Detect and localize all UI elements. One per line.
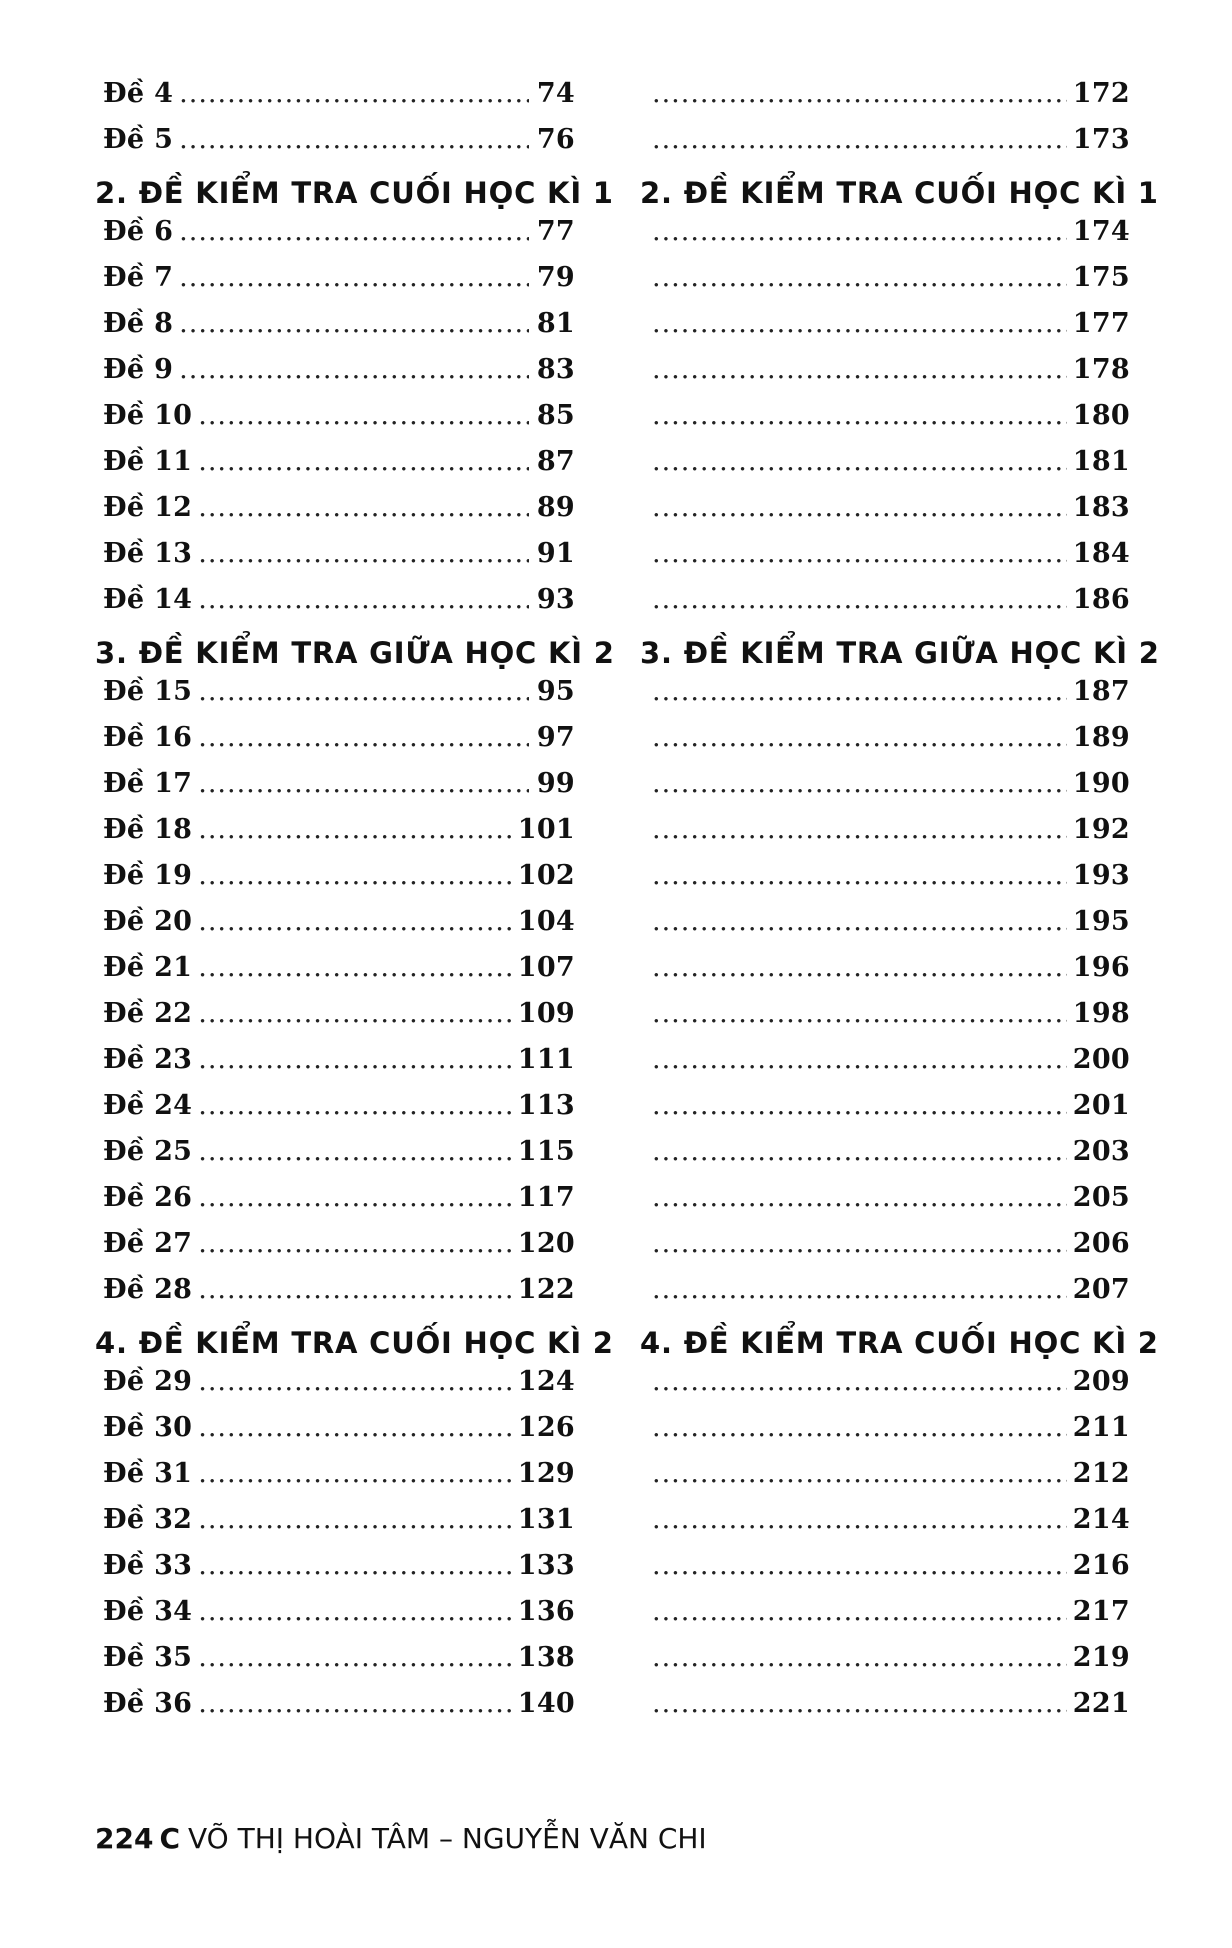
dot-leader — [652, 400, 1067, 431]
entry-page-number: 102 — [517, 860, 575, 891]
toc-entry — [640, 1182, 1130, 1228]
toc-entry — [95, 1550, 575, 1596]
entry-page-number: 190 — [1072, 768, 1130, 799]
entry-page-number: 97 — [536, 722, 575, 753]
toc-entry — [95, 768, 575, 814]
toc-right-column — [640, 78, 1160, 1734]
entry-page-number: 107 — [517, 952, 575, 983]
toc-entry — [95, 492, 575, 538]
entry-page-number: 219 — [1072, 1642, 1130, 1673]
dot-leader — [652, 538, 1067, 569]
toc-entry — [95, 676, 575, 722]
entry-page-number: 186 — [1072, 584, 1130, 615]
toc-entry — [95, 1366, 575, 1412]
toc-entry — [95, 906, 575, 952]
entry-page-number: 173 — [1072, 124, 1130, 155]
entry-label: Đề 24 — [103, 1090, 193, 1121]
toc-entry — [95, 1688, 575, 1734]
toc-entry — [95, 1090, 575, 1136]
entry-label: Đề 12 — [103, 492, 193, 523]
section-heading: 3. ĐỀ KIỂM TRA GIỮA HỌC KÌ 2 — [640, 636, 1160, 670]
toc-entry — [95, 1182, 575, 1228]
dot-leader — [198, 768, 529, 799]
entry-page-number: 76 — [536, 124, 575, 155]
toc-entry — [640, 676, 1130, 722]
dot-leader — [179, 354, 529, 385]
entry-label: Đề 25 — [103, 1136, 193, 1167]
entry-page-number: 211 — [1072, 1412, 1130, 1443]
toc-entry — [640, 446, 1130, 492]
toc-entry — [640, 1136, 1130, 1182]
dot-leader — [198, 1596, 511, 1627]
toc-entry — [95, 584, 575, 630]
dot-leader — [179, 78, 529, 109]
dot-leader — [198, 1458, 511, 1489]
entry-page-number: 79 — [536, 262, 575, 293]
entry-label: Đề 20 — [103, 906, 193, 937]
entry-page-number: 200 — [1072, 1044, 1130, 1075]
toc-entry — [95, 1596, 575, 1642]
entry-page-number: 74 — [536, 78, 575, 109]
entry-label: Đề 19 — [103, 860, 193, 891]
entry-page-number: 198 — [1072, 998, 1130, 1029]
dot-leader — [198, 446, 529, 477]
toc-entry — [95, 1274, 575, 1320]
toc-entry — [640, 400, 1130, 446]
entry-page-number: 172 — [1072, 78, 1130, 109]
dot-leader — [652, 262, 1067, 293]
entry-page-number: 81 — [536, 308, 575, 339]
entry-label: Đề 18 — [103, 814, 193, 845]
dot-leader — [652, 1596, 1067, 1627]
entry-label: Đề 36 — [103, 1688, 193, 1719]
toc-entry — [640, 1090, 1130, 1136]
dot-leader — [198, 1688, 511, 1719]
toc-entry — [640, 1642, 1130, 1688]
section-heading: 4. ĐỀ KIỂM TRA CUỐI HỌC KÌ 2 — [640, 1326, 1159, 1360]
entry-page-number: 129 — [517, 1458, 575, 1489]
entry-label: Đề 28 — [103, 1274, 193, 1305]
entry-page-number: 83 — [536, 354, 575, 385]
toc-entry — [95, 1412, 575, 1458]
entry-page-number: 192 — [1072, 814, 1130, 845]
entry-label: Đề 11 — [103, 446, 193, 477]
entry-page-number: 85 — [536, 400, 575, 431]
toc-entry — [95, 1228, 575, 1274]
dot-leader — [198, 1044, 511, 1075]
toc-entry — [640, 1366, 1130, 1412]
section-heading: 2. ĐỀ KIỂM TRA CUỐI HỌC KÌ 1 — [95, 176, 614, 210]
entry-label: Đề 6 — [103, 216, 174, 247]
dot-leader — [652, 906, 1067, 937]
toc-entry — [95, 124, 575, 170]
entry-label: Đề 4 — [103, 78, 174, 109]
dot-leader — [652, 78, 1067, 109]
dot-leader — [652, 1044, 1067, 1075]
dot-leader — [198, 814, 511, 845]
dot-leader — [198, 1090, 511, 1121]
dot-leader — [652, 952, 1067, 983]
entry-label: Đề 13 — [103, 538, 193, 569]
entry-page-number: 212 — [1072, 1458, 1130, 1489]
dot-leader — [198, 860, 511, 891]
dot-leader — [652, 308, 1067, 339]
entry-label: Đề 14 — [103, 584, 193, 615]
dot-leader — [652, 1458, 1067, 1489]
page-footer — [95, 1822, 707, 1855]
dot-leader — [652, 1550, 1067, 1581]
entry-page-number: 104 — [517, 906, 575, 937]
toc-entry — [95, 860, 575, 906]
entry-label: Đề 23 — [103, 1044, 193, 1075]
toc-entry — [95, 354, 575, 400]
dot-leader — [198, 1366, 511, 1397]
entry-page-number: 195 — [1072, 906, 1130, 937]
dot-leader — [652, 216, 1067, 247]
entry-page-number: 89 — [536, 492, 575, 523]
entry-page-number: 221 — [1072, 1688, 1130, 1719]
entry-page-number: 93 — [536, 584, 575, 615]
toc-entry — [95, 78, 575, 124]
entry-page-number: 87 — [536, 446, 575, 477]
dot-leader — [198, 722, 529, 753]
entry-page-number: 174 — [1072, 216, 1130, 247]
entry-page-number: 126 — [517, 1412, 575, 1443]
dot-leader — [652, 722, 1067, 753]
toc-entry — [640, 1550, 1130, 1596]
entry-page-number: 207 — [1072, 1274, 1130, 1305]
dot-leader — [652, 584, 1067, 615]
dot-leader — [198, 1136, 511, 1167]
entry-page-number: 122 — [517, 1274, 575, 1305]
toc-entry — [640, 998, 1130, 1044]
entry-label: Đề 31 — [103, 1458, 193, 1489]
entry-label: Đề 16 — [103, 722, 193, 753]
entry-page-number: 109 — [517, 998, 575, 1029]
dot-leader — [652, 1274, 1067, 1305]
dot-leader — [652, 354, 1067, 385]
entry-page-number: 91 — [536, 538, 575, 569]
dot-leader — [198, 1412, 511, 1443]
dot-leader — [652, 1136, 1067, 1167]
toc-entry — [95, 1458, 575, 1504]
toc-entry — [95, 1642, 575, 1688]
dot-leader — [198, 1504, 511, 1535]
toc-entry — [640, 1274, 1130, 1320]
dot-leader — [198, 1550, 511, 1581]
entry-page-number: 189 — [1072, 722, 1130, 753]
toc-entry — [640, 860, 1130, 906]
toc-entry — [640, 722, 1130, 768]
dot-leader — [198, 1182, 511, 1213]
entry-label: Đề 10 — [103, 400, 193, 431]
entry-page-number: 177 — [1072, 308, 1130, 339]
toc-entry — [95, 216, 575, 262]
dot-leader — [198, 998, 511, 1029]
entry-label: Đề 22 — [103, 998, 193, 1029]
entry-label: Đề 5 — [103, 124, 174, 155]
dot-leader — [179, 124, 529, 155]
toc-entry — [95, 400, 575, 446]
entry-page-number: 178 — [1072, 354, 1130, 385]
entry-page-number: 120 — [517, 1228, 575, 1259]
entry-label: Đề 32 — [103, 1504, 193, 1535]
entry-page-number: 214 — [1072, 1504, 1130, 1535]
toc-entry — [95, 446, 575, 492]
dot-leader — [652, 124, 1067, 155]
toc-entry — [640, 262, 1130, 308]
entry-page-number: 181 — [1072, 446, 1130, 477]
dot-leader — [198, 584, 529, 615]
dot-leader — [652, 446, 1067, 477]
footer-symbol: C — [159, 1822, 181, 1855]
toc-entry — [640, 1412, 1130, 1458]
entry-page-number: 193 — [1072, 860, 1130, 891]
toc-entry — [640, 1458, 1130, 1504]
section-heading: 3. ĐỀ KIỂM TRA GIỮA HỌC KÌ 2 — [95, 636, 615, 670]
toc-entry — [95, 998, 575, 1044]
toc-entry — [95, 1504, 575, 1550]
entry-label: Đề 26 — [103, 1182, 193, 1213]
entry-label: Đề 21 — [103, 952, 193, 983]
footer-authors: VÕ THỊ HOÀI TÂM – NGUYỄN VĂN CHI — [188, 1822, 707, 1855]
section-heading: 4. ĐỀ KIỂM TRA CUỐI HỌC KÌ 2 — [95, 1326, 614, 1360]
entry-label: Đề 7 — [103, 262, 174, 293]
entry-label: Đề 35 — [103, 1642, 193, 1673]
dot-leader — [652, 998, 1067, 1029]
dot-leader — [652, 1688, 1067, 1719]
entry-label: Đề 33 — [103, 1550, 193, 1581]
dot-leader — [198, 906, 511, 937]
entry-label: Đề 30 — [103, 1412, 193, 1443]
dot-leader — [179, 308, 529, 339]
dot-leader — [198, 538, 529, 569]
toc-left-column — [95, 78, 615, 1734]
entry-label: Đề 29 — [103, 1366, 193, 1397]
toc-entry — [640, 1044, 1130, 1090]
entry-page-number: 196 — [1072, 952, 1130, 983]
dot-leader — [652, 1642, 1067, 1673]
dot-leader — [198, 492, 529, 523]
toc-entry — [95, 308, 575, 354]
dot-leader — [198, 676, 529, 707]
dot-leader — [652, 768, 1067, 799]
dot-leader — [652, 676, 1067, 707]
toc-entry — [640, 216, 1130, 262]
toc-entry — [95, 1136, 575, 1182]
toc-entry — [95, 262, 575, 308]
entry-page-number: 180 — [1072, 400, 1130, 431]
toc-entry — [640, 1504, 1130, 1550]
entry-page-number: 138 — [517, 1642, 575, 1673]
entry-page-number: 124 — [517, 1366, 575, 1397]
toc-entry — [95, 538, 575, 584]
entry-page-number: 209 — [1072, 1366, 1130, 1397]
toc-entry — [640, 308, 1130, 354]
entry-page-number: 115 — [517, 1136, 575, 1167]
dot-leader — [652, 492, 1067, 523]
section-heading: 2. ĐỀ KIỂM TRA CUỐI HỌC KÌ 1 — [640, 176, 1159, 210]
entry-label: Đề 17 — [103, 768, 193, 799]
entry-page-number: 95 — [536, 676, 575, 707]
dot-leader — [652, 1412, 1067, 1443]
toc-entry — [640, 814, 1130, 860]
toc-entry — [640, 354, 1130, 400]
toc-entry — [95, 952, 575, 998]
entry-page-number: 184 — [1072, 538, 1130, 569]
toc-entry — [640, 1228, 1130, 1274]
entry-page-number: 203 — [1072, 1136, 1130, 1167]
toc-entry — [640, 492, 1130, 538]
toc-entry — [95, 1044, 575, 1090]
entry-page-number: 217 — [1072, 1596, 1130, 1627]
dot-leader — [652, 1228, 1067, 1259]
entry-page-number: 187 — [1072, 676, 1130, 707]
entry-label: Đề 8 — [103, 308, 174, 339]
entry-page-number: 206 — [1072, 1228, 1130, 1259]
footer-page-number: 224 — [95, 1822, 154, 1855]
entry-page-number: 117 — [517, 1182, 575, 1213]
entry-page-number: 131 — [517, 1504, 575, 1535]
entry-page-number: 183 — [1072, 492, 1130, 523]
toc-entry — [95, 814, 575, 860]
dot-leader — [198, 400, 529, 431]
entry-page-number: 136 — [517, 1596, 575, 1627]
entry-label: Đề 34 — [103, 1596, 193, 1627]
dot-leader — [198, 1228, 511, 1259]
dot-leader — [198, 1274, 511, 1305]
entry-page-number: 101 — [517, 814, 575, 845]
toc-entry — [640, 78, 1130, 124]
dot-leader — [652, 814, 1067, 845]
entry-page-number: 113 — [517, 1090, 575, 1121]
toc-entry — [640, 768, 1130, 814]
entry-page-number: 201 — [1072, 1090, 1130, 1121]
entry-page-number: 111 — [517, 1044, 575, 1075]
entry-page-number: 133 — [517, 1550, 575, 1581]
toc-entry — [640, 124, 1130, 170]
dot-leader — [652, 1182, 1067, 1213]
entry-page-number: 175 — [1072, 262, 1130, 293]
dot-leader — [179, 216, 529, 247]
toc-entry — [640, 1688, 1130, 1734]
entry-label: Đề 15 — [103, 676, 193, 707]
entry-page-number: 77 — [536, 216, 575, 247]
toc-entry — [640, 584, 1130, 630]
entry-page-number: 205 — [1072, 1182, 1130, 1213]
dot-leader — [652, 1366, 1067, 1397]
entry-label: Đề 27 — [103, 1228, 193, 1259]
toc-entry — [95, 722, 575, 768]
entry-page-number: 99 — [536, 768, 575, 799]
entry-label: Đề 9 — [103, 354, 174, 385]
toc-entry — [640, 1596, 1130, 1642]
dot-leader — [198, 952, 511, 983]
dot-leader — [652, 860, 1067, 891]
toc-entry — [640, 538, 1130, 584]
dot-leader — [179, 262, 529, 293]
entry-page-number: 140 — [517, 1688, 575, 1719]
dot-leader — [652, 1090, 1067, 1121]
toc-entry — [640, 906, 1130, 952]
toc-entry — [640, 952, 1130, 998]
dot-leader — [198, 1642, 511, 1673]
entry-page-number: 216 — [1072, 1550, 1130, 1581]
dot-leader — [652, 1504, 1067, 1535]
